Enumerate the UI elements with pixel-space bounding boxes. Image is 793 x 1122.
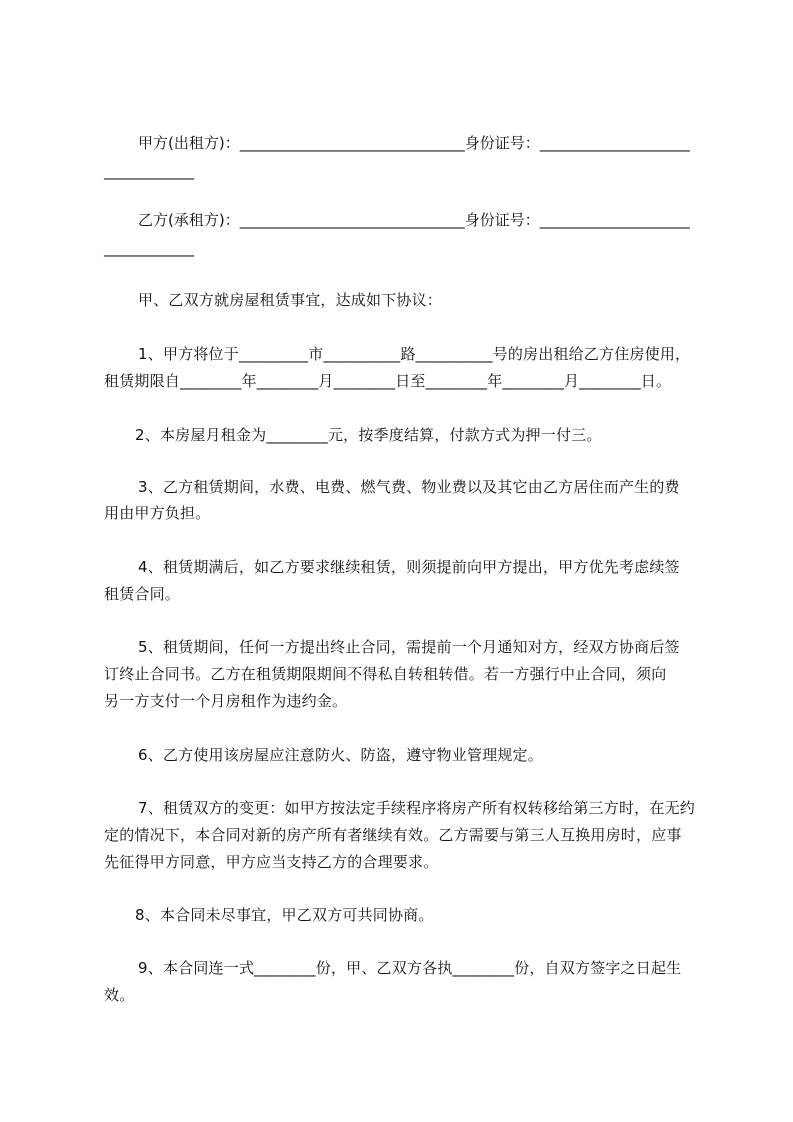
- clause-3-line-1: 3、乙方租赁期间，水费、电费、燃气费、物业费以及其它由乙方居住而产生的费: [138, 478, 680, 496]
- clause-9-line-1: 9、本合同连一式________份，甲、乙双方各执________份，自双方签字之日起生: [138, 959, 682, 977]
- clause-1-line-1: 1、甲方将位于_________市__________路__________号的房出租给乙方住房使用，: [138, 345, 691, 363]
- clause-5-line-3: 另一方支付一个月房租作为违约金。: [104, 692, 348, 710]
- party-b-line-continued: ____________: [104, 239, 194, 257]
- clause-2-line-1: 2、本房屋月租金为________元，按季度结算，付款方式为押一付三。: [135, 426, 602, 444]
- party-a-line: 甲方(出租方)：______________________________身份证号：____________________: [138, 134, 690, 152]
- clause-7-line-3: 先征得甲方同意，甲方应当支持乙方的合理要求。: [104, 853, 439, 871]
- party-a-line-continued: ____________: [104, 162, 194, 180]
- clause-7-line-2: 定的情况下，本合同对新的房产所有者继续有效。乙方需要与第三人互换用房时，应事: [104, 826, 682, 844]
- clause-7-line-1: 7、租赁双方的变更：如甲方按法定手续程序将房产所有权转移给第三方时，在无约: [138, 799, 695, 817]
- clause-9-line-2: 效。: [104, 986, 135, 1004]
- clause-5-line-1: 5、租赁期间，任何一方提出终止合同，需提前一个月通知对方，经双方协商后签: [138, 638, 680, 656]
- clause-6-line-1: 6、乙方使用该房屋应注意防火、防盗，遵守物业管理规定。: [138, 746, 543, 764]
- clause-5-line-2: 订终止合同书。乙方在租赁期限期间不得私自转租转借。若一方强行中止合同，须向: [104, 665, 667, 683]
- clause-3-line-2: 用由甲方负担。: [104, 504, 211, 522]
- party-b-line: 乙方(承租方)：______________________________身份证号：____________________: [138, 211, 690, 229]
- clause-8-line-1: 8、本合同未尽事宜，甲乙双方可共同协商。: [135, 906, 434, 924]
- clause-4-line-2: 租赁合同。: [104, 585, 181, 603]
- clause-4-line-1: 4、租赁期满后，如乙方要求继续租赁，则须提前向甲方提出，甲方优先考虑续签: [138, 558, 680, 576]
- agreement-intro: 甲、乙双方就房屋租赁事宜，达成如下协议：: [138, 291, 443, 309]
- clause-1-line-2: 租赁期限自________年________月________日至________年________月________日。: [104, 372, 672, 390]
